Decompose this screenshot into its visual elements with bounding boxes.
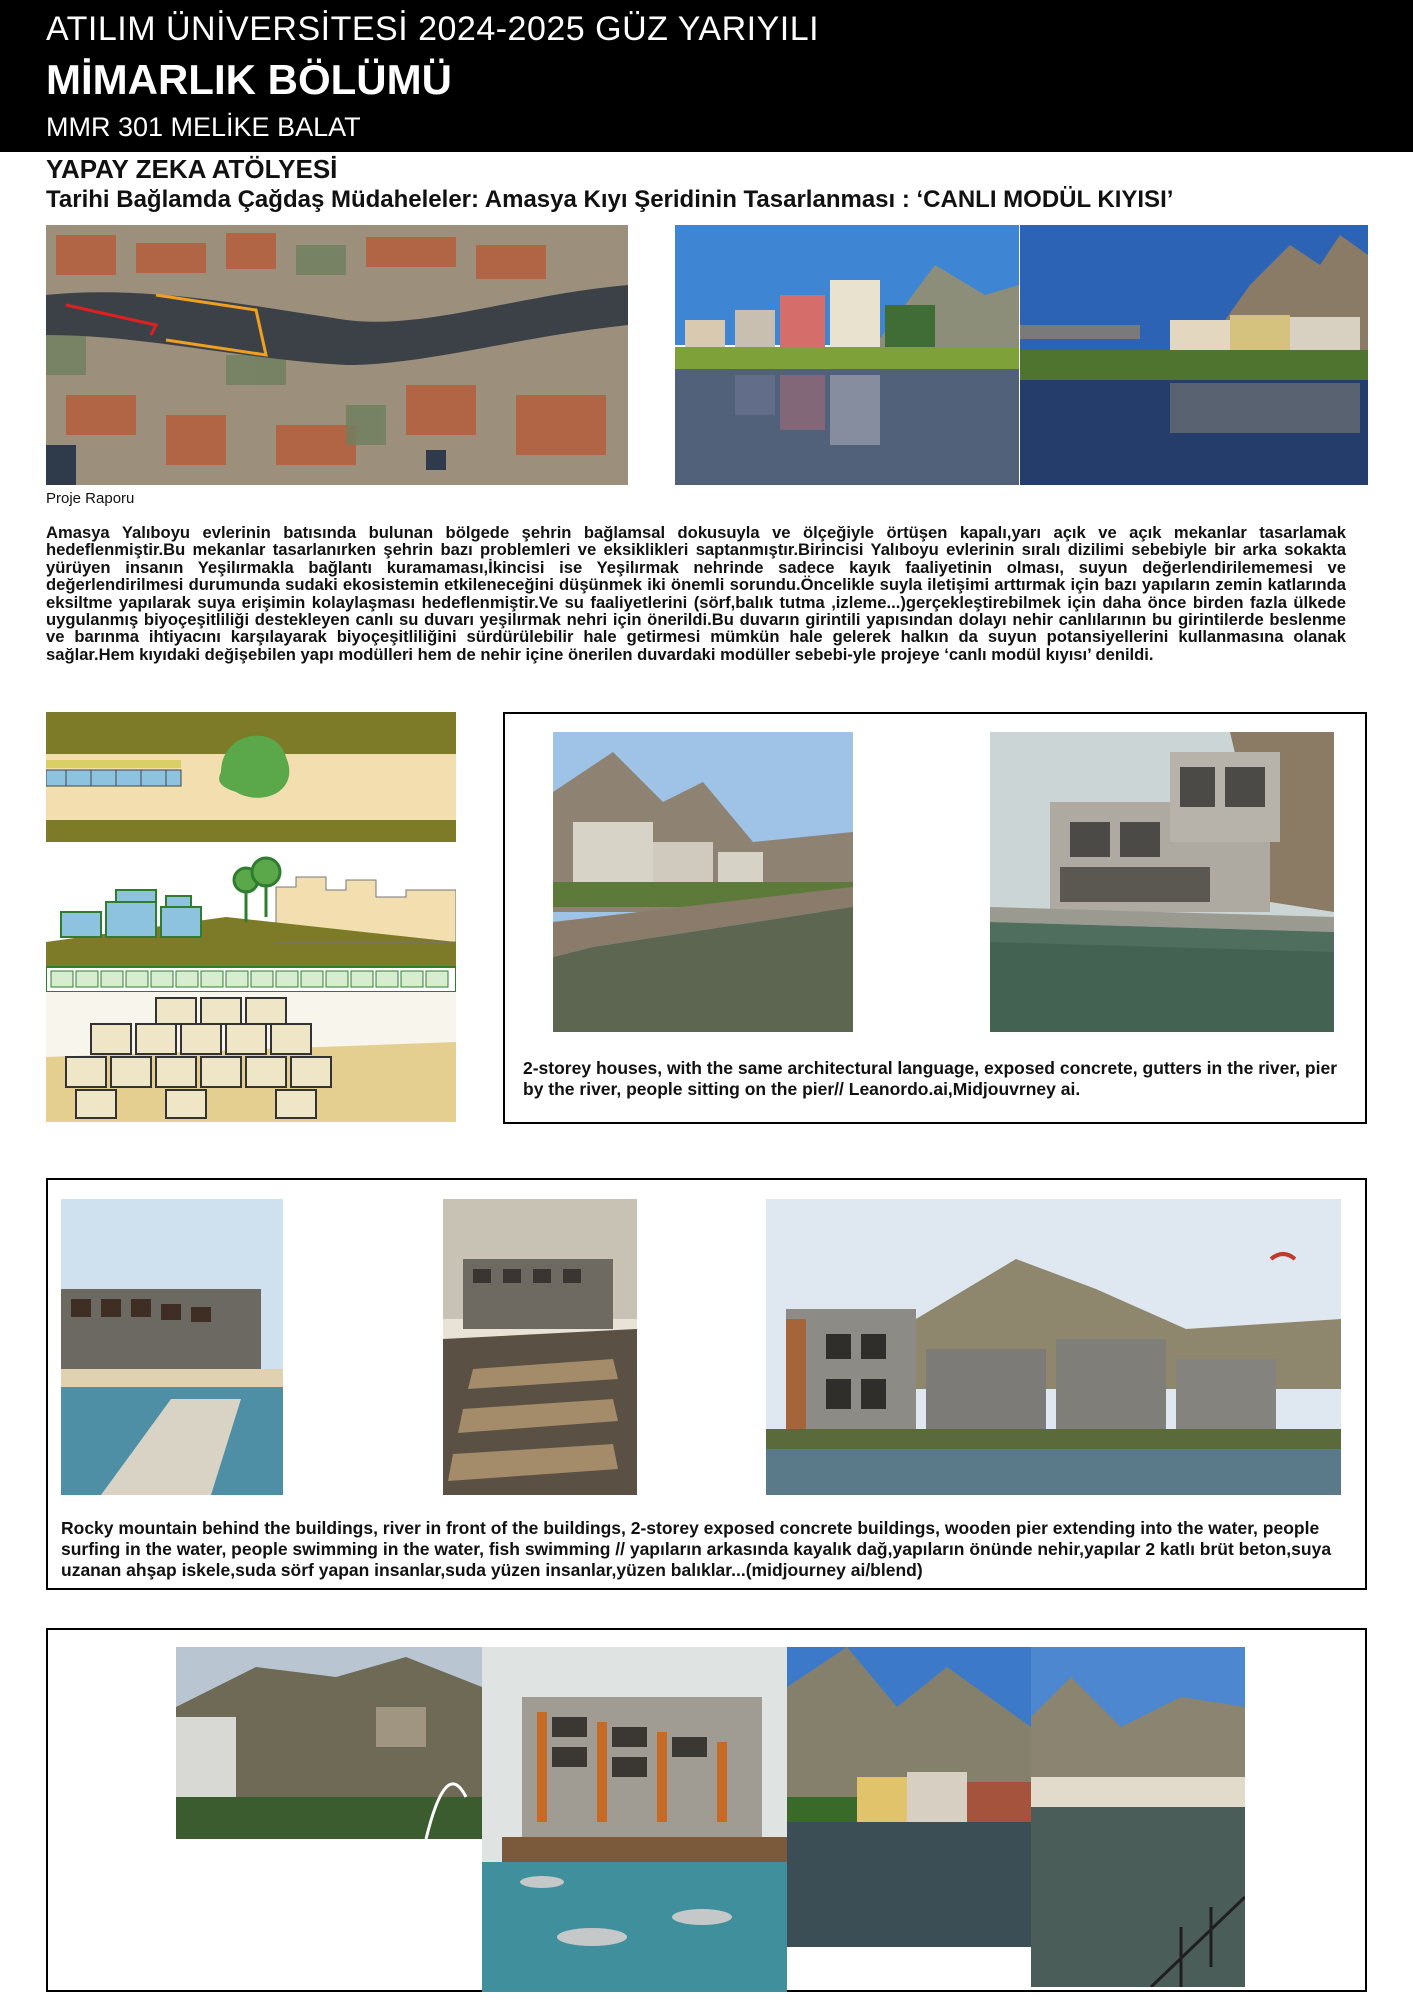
report-label: Proje Raporu — [46, 490, 135, 507]
photo-yaliboyu-houses — [787, 1647, 1031, 1947]
concept-diagrams — [46, 712, 456, 1122]
render-pier-extending — [61, 1199, 283, 1495]
caption-render-2: Rocky mountain behind the buildings, river in front of the buildings, 2-storey exposed concrete buildings, wooden pier extending into the water, people surfing in the water, people swimming in the water, fish swimming // yapıların arkasında kayalık dağ,yapıların önünde nehir,yapılar 2 katlı brüt beton,suya uzanan ahşap iskele,suda sörf yapan insanlar,suda yüzen insanlar,yüzen balıklar...(midjourney ai/blend) — [61, 1518, 1332, 1580]
photo-castle-mountain — [176, 1647, 482, 1839]
render-buildings-dolphins — [482, 1647, 787, 1992]
workshop-title: YAPAY ZEKA ATÖLYESİ — [46, 154, 338, 184]
university-semester: ATILIM ÜNİVERSİTESİ 2024-2025 GÜZ YARIYILI — [46, 10, 820, 48]
render-concrete-houses-pier — [990, 732, 1334, 1032]
caption-render-1: 2-storey houses, with the same architectural language, exposed concrete, gutters in the river, pier by the river, people sitting on the pier// Leanordo.ai,Midjouvrney ai. — [523, 1058, 1338, 1099]
photo-riverbank-view — [1031, 1647, 1245, 1987]
course-student: MMR 301 MELİKE BALAT — [46, 112, 361, 142]
render-buildings-kitesurf — [766, 1199, 1341, 1495]
river-photo-left — [675, 225, 1019, 485]
render-riverside-houses — [553, 732, 853, 1032]
render-wooden-steps — [443, 1199, 637, 1495]
reference-collage-panel — [46, 1628, 1367, 1992]
department-title: MİMARLIK BÖLÜMÜ — [46, 56, 452, 103]
header-bar — [0, 0, 1413, 152]
project-subtitle: Tarihi Bağlamda Çağdaş Müdaheleler: Amasya Kıyı Şeridinin Tasarlanması : ‘CANLI MODÜL KIYISI’ — [46, 186, 1174, 213]
ai-render-panel-2 — [46, 1178, 1367, 1590]
report-body: Amasya Yalıboyu evlerinin batısında bulunan bölgede şehrin bağlamsal dokusuyla ve ölçeğiyle örtüşen kapalı,yarı açık ve açık mekanlar tasarlamak hedeflenmiştir.Bu mekanlar tasarlanırken şehrin bazı problemleri ve eksiklikleri saptanmıştır.Birincisi Yalıboyu evlerinin sıralı dizilimi sebebiyle bir arka sokakta yürüyen insanın Yeşilırmakla bağlantı kuramaması,İkincisi ise Yeşilırmak nehrinde sadece kayık faaliyetinin olması, suyun değerlendirilememesi ve değerlendirilmesi durumunda sudaki ekosistemin etkileneceğini düşünmek iki önemli sorundu.Öncelikle suyla iletişimi arttırmak için bazı yapıların zemin katlarında eksiltme yapılarak suya erişimin kolaylaşması hedeflenmiştir.Ve su faaliyetlerini (sörf,balık tutma ,izleme...)gerçekleştirebilmek için daha önce birden fazla ülkede uygulanmış biyoçeşitliliği destekleyen canlı su duvarı yeşilırmak nehri için önerildi.Bu duvarın girintili yapısından dolayı nehir canlılarının bu girintilerde beslenme ve barınma ihtiyacını karşılayarak biyoçeşitliliğini sürdürülebilir hale getirmesi mümkün hale gelerek halkın da suyun potansiyellerini kullanmasına olanak sağlar.Hem kıyıdaki değişebilen yapı modülleri hem de nehir içine önerilen duvardaki modüller sebebi-yle projeye ‘canlı modül kıyısı’ denildi. — [46, 523, 1346, 664]
site-aerial-map — [46, 225, 628, 485]
river-photo-right — [1020, 225, 1368, 485]
ai-render-panel-1 — [503, 712, 1367, 1124]
